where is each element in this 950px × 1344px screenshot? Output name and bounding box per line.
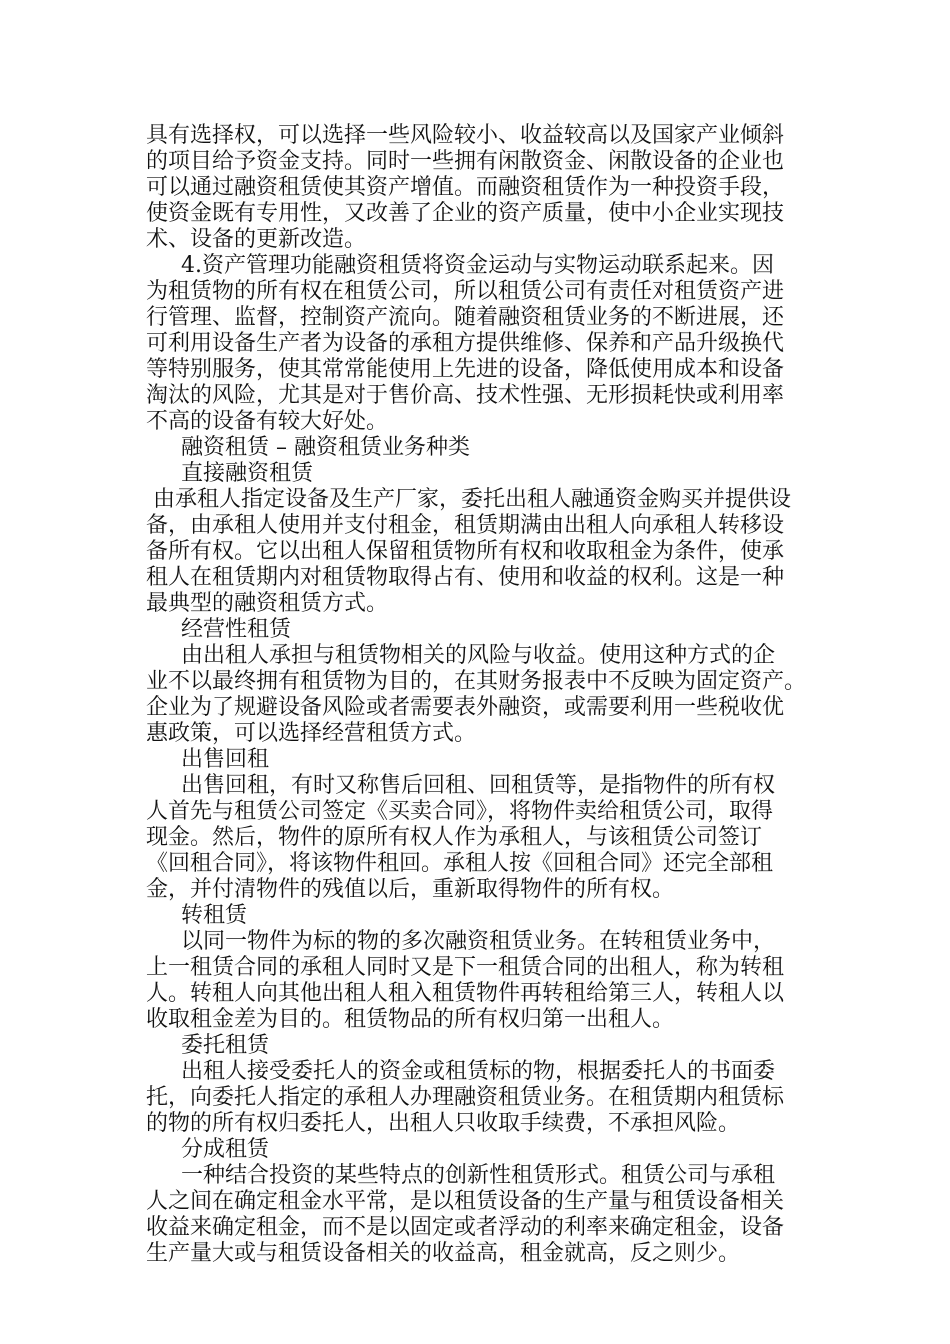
- text-line: 惠政策，可以选择经营租赁方式。: [146, 721, 477, 746]
- text-line: 备所有权。它以出租人保留租赁物所有权和收取租金为条件，使承: [146, 539, 785, 564]
- text-line: 4.资产管理功能融资租赁将资金运动与实物运动联系起来。因: [146, 253, 774, 278]
- text-line: 具有选择权，可以选择一些风险较小、收益较高以及国家产业倾斜: [146, 123, 785, 148]
- text-line: 出售回租，有时又称售后回租、回租赁等，是指物件的所有权: [146, 773, 775, 798]
- text-line: 可以通过融资租赁使其资产增值。而融资租赁作为一种投资手段，: [146, 175, 785, 200]
- text-line: 使资金既有专用性，又改善了企业的资产质量，使中小企业实现技: [146, 201, 785, 226]
- text-line: 行管理、监督，控制资产流向。随着融资租赁业务的不断进展，还: [146, 305, 785, 330]
- text-line: 企业为了规避设备风险或者需要表外融资，或需要利用一些税收优: [146, 695, 785, 720]
- text-line: 术、设备的更新改造。: [146, 227, 367, 252]
- text-line: 可利用设备生产者为设备的承租方提供维修、保养和产品升级换代: [146, 331, 785, 356]
- text-line: 一种结合投资的某些特点的创新性租赁形式。租赁公司与承租: [146, 1163, 775, 1188]
- text-line: 的项目给予资金支持。同时一些拥有闲散资金、闲散设备的企业也: [146, 149, 785, 174]
- subsection-heading: 分成租赁: [146, 1137, 269, 1162]
- text-line: 《回租合同》，将该物件租回。承租人按《回租合同》还完全部租: [146, 851, 774, 876]
- text-line: 现金。然后，物件的原所有权人作为承租人，与该租赁公司签订: [146, 825, 763, 850]
- text-line: 收益来确定租金，而不是以固定或者浮动的利率来确定租金，设备: [146, 1215, 785, 1240]
- text-line: 最典型的融资租赁方式。: [146, 591, 389, 616]
- text-line: 为租赁物的所有权在租赁公司，所以租赁公司有责任对租赁资产进: [146, 279, 785, 304]
- text-line: 出租人接受委托人的资金或租赁标的物，根据委托人的书面委: [146, 1059, 775, 1084]
- subsection-heading: 出售回租: [146, 747, 269, 772]
- text-line: 人首先与租赁公司签定《买卖合同》，将物件卖给租赁公司，取得: [146, 799, 774, 824]
- subsection-heading: 经营性租赁: [146, 617, 291, 642]
- text-line: 不高的设备有较大好处。: [146, 409, 389, 434]
- section-heading: 融资租赁 – 融资租赁业务种类: [146, 435, 470, 460]
- text-line: 淘汰的风险，尤其是对于售价高、技术性强、无形损耗快或利用率: [146, 383, 785, 408]
- text-line: 上一租赁合同的承租人同时又是下一租赁合同的出租人，称为转租: [146, 955, 785, 980]
- text-line: 人。转租人向其他出租人租入租赁物件再转租给第三人，转租人以: [146, 981, 785, 1006]
- text-line: 金，并付清物件的残值以后，重新取得物件的所有权。: [146, 877, 675, 902]
- subsection-heading: 直接融资租赁: [146, 461, 313, 486]
- text-line: 业不以最终拥有租赁物为目的，在其财务报表中不反映为固定资产。: [146, 669, 807, 694]
- text-line: 托，向委托人指定的承租人办理融资租赁业务。在租赁期内租赁标: [146, 1085, 785, 1110]
- text-line: 备，由承租人使用并支付租金，租赁期满由出租人向承租人转移设: [146, 513, 785, 538]
- text-line: 生产量大或与租赁设备相关的收益高，租金就高，反之则少。: [146, 1241, 741, 1266]
- subsection-heading: 委托租赁: [146, 1033, 269, 1058]
- subsection-heading: 转租赁: [146, 903, 247, 928]
- text-line: 收取租金差为目的。租赁物品的所有权归第一出租人。: [146, 1007, 675, 1032]
- text-line: 由出租人承担与租赁物相关的风险与收益。使用这种方式的企: [146, 643, 775, 668]
- text-line: 人之间在确定租金水平常，是以租赁设备的生产量与租赁设备相关: [146, 1189, 785, 1214]
- text-line: 租人在租赁期内对租赁物取得占有、使用和收益的权利。这是一种: [146, 565, 785, 590]
- text-line: 的物的所有权归委托人，出租人只收取手续费，不承担风险。: [146, 1111, 741, 1136]
- text-line: 以同一物件为标的物的多次融资租赁业务。在转租赁业务中，: [146, 929, 775, 954]
- text-line: 由承租人指定设备及生产厂家，委托出租人融通资金购买并提供设: [146, 487, 791, 512]
- text-line: 等特别服务，使其常常能使用上先进的设备，降低使用成本和设备: [146, 357, 785, 382]
